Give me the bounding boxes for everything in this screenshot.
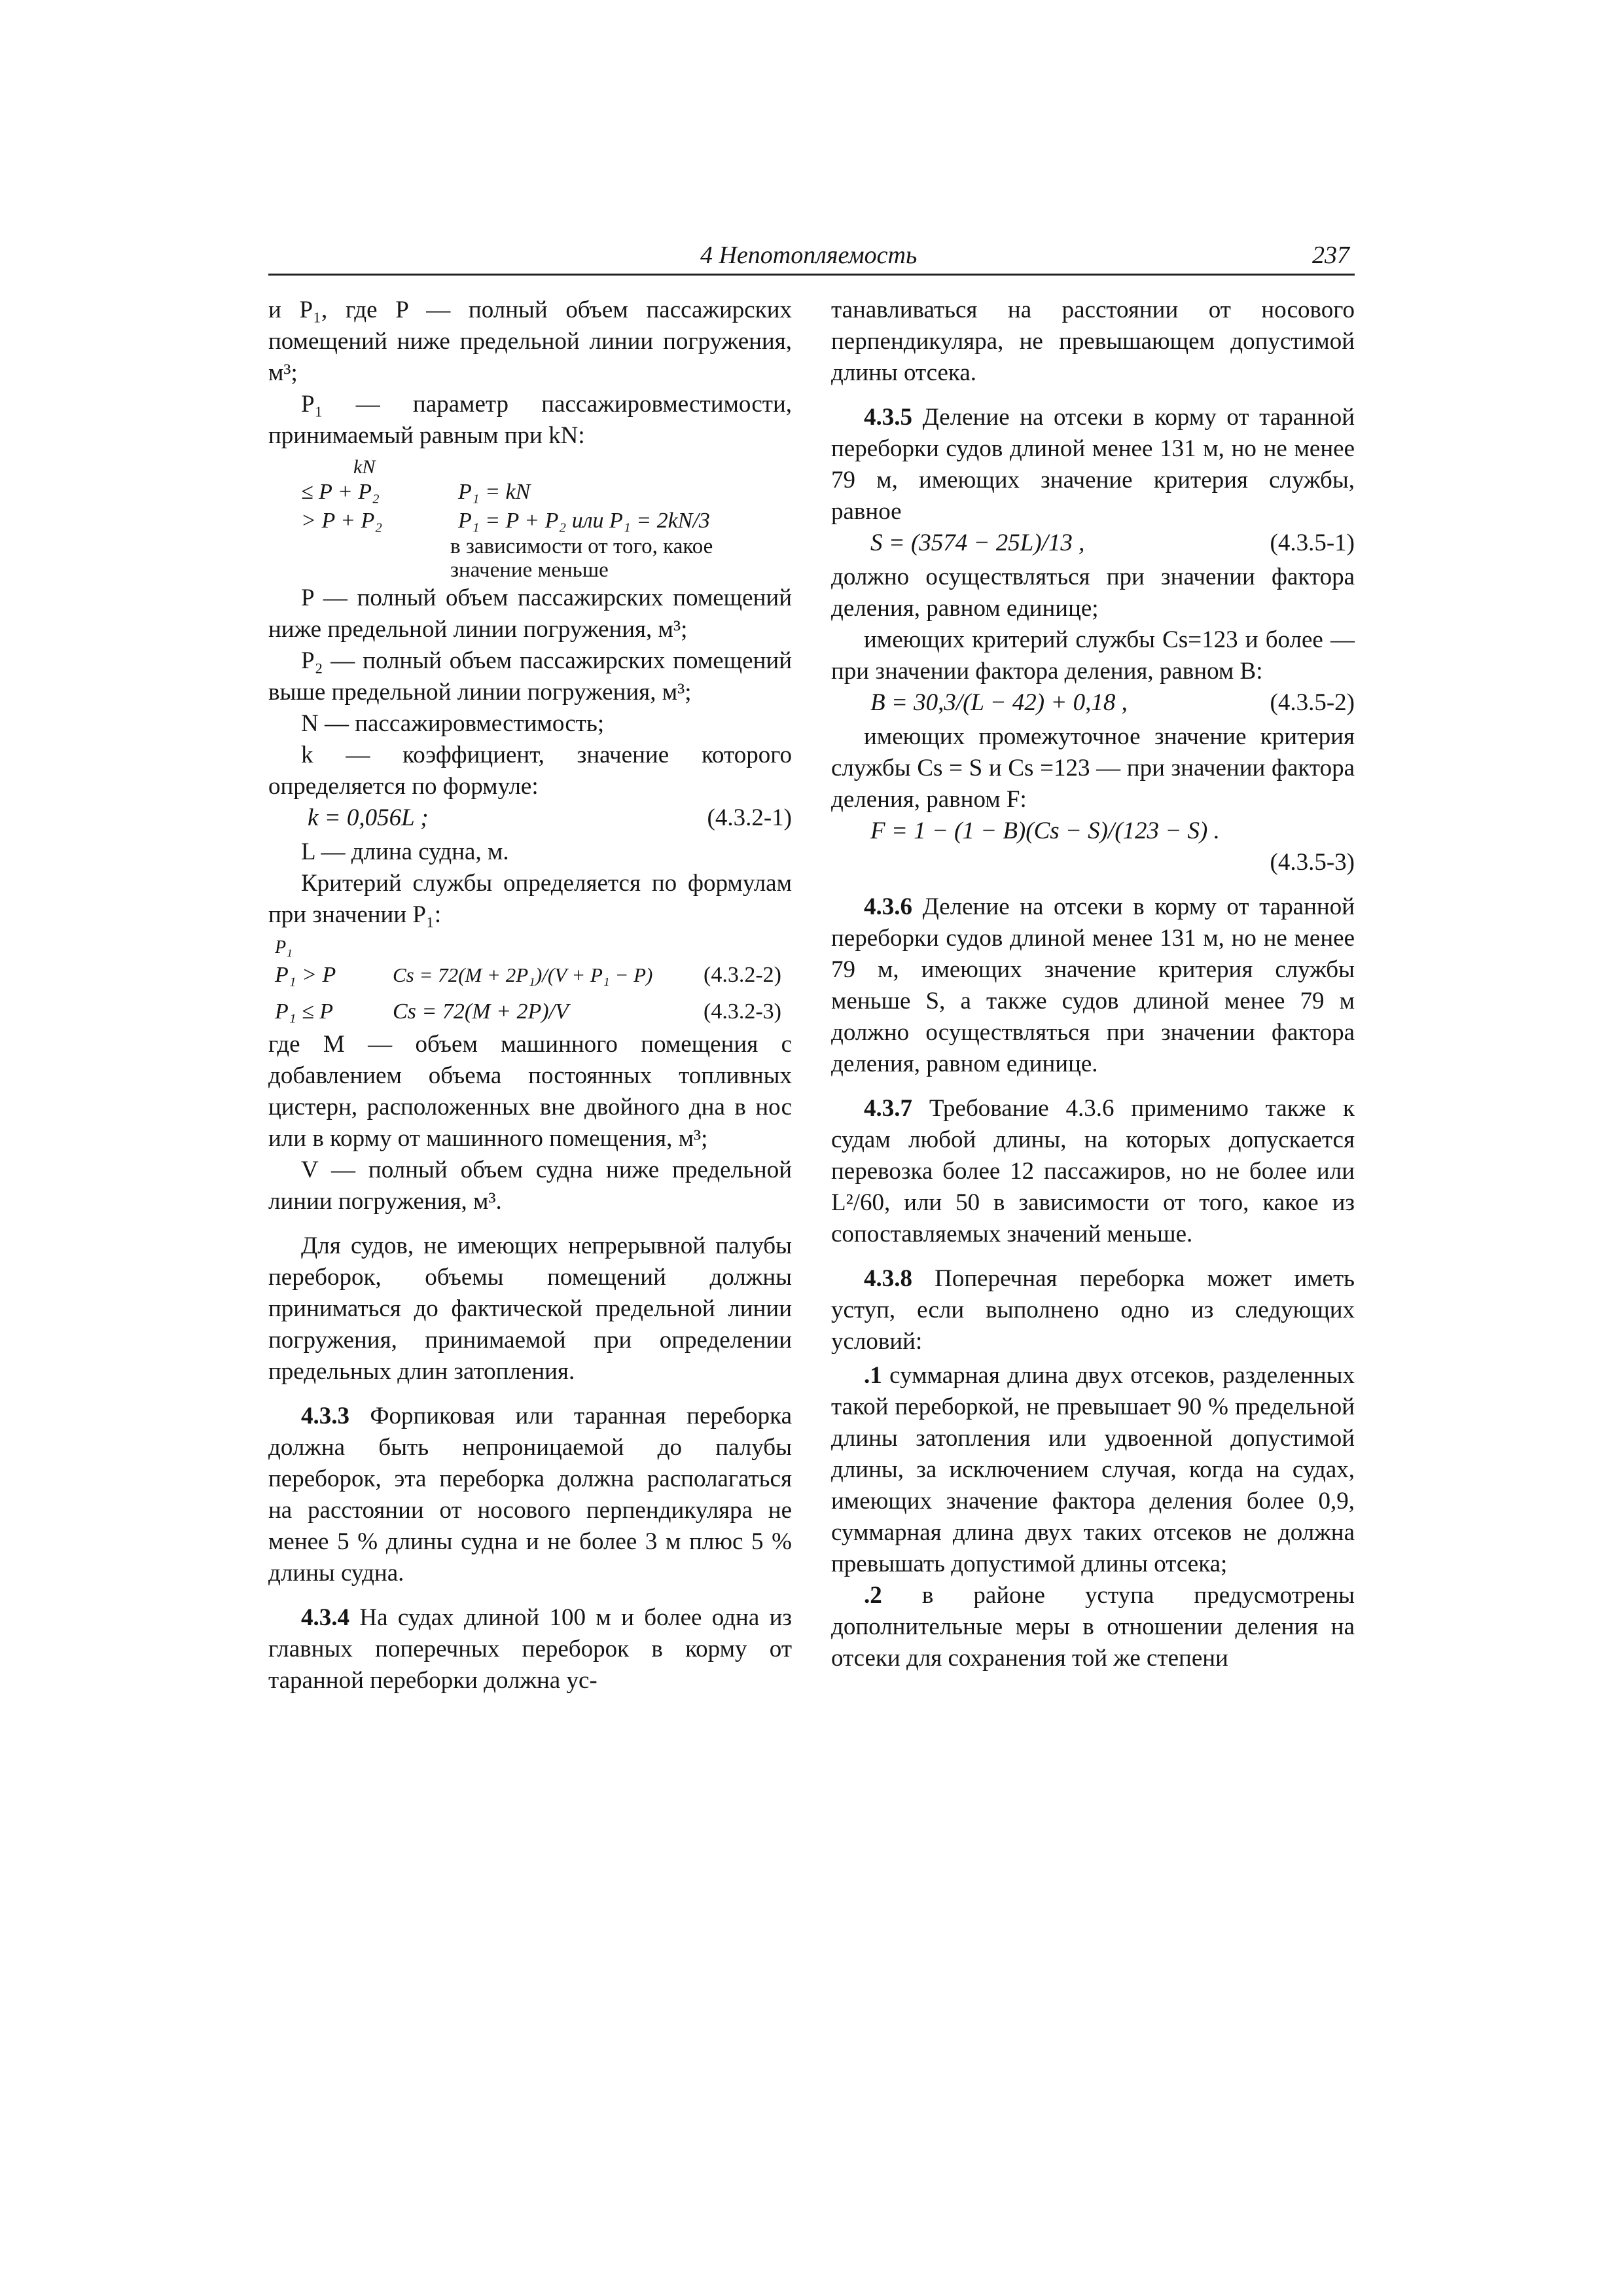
table-cell: P₁ ≤ P (275, 999, 334, 1024)
section-text: Поперечная переборка может иметь уступ, если выполнено одно из следующих условий: (831, 1265, 1355, 1355)
paragraph: имеющих промежуточное значение критерия службы Cs = S и Cs =123 — при значении фактора деления, равном F: (831, 723, 1355, 813)
paragraph: L — длина судна, м. (301, 838, 509, 865)
item-number: .2 (864, 1582, 882, 1609)
section-4-3-7 (831, 1093, 1355, 1250)
section-number: 4.3.5 (864, 404, 912, 431)
formula-4-3-5-2 (831, 687, 1355, 721)
table-head: kN (353, 456, 376, 478)
section-text: Форпиковая или таранная переборка должна быть непроницаемой до палубы переборок, эта переборка должна располагаться на расстоянии от носового перпендикуляра не менее 5 % длины судна и не более 3 м плюс 5 % длины судна. (268, 1403, 792, 1587)
paragraph: имеющих критерий службы Cs=123 и более — при значении фактора деления, равном B: (831, 626, 1355, 685)
formula-number: (4.3.2-1) (707, 804, 792, 831)
passenger-parameter-table (268, 452, 792, 583)
section-text: Требование 4.3.6 применимо также к судам любой длины, на которых допускается перевозка более 12 пассажиров, но не более или L²/60, или 50 в зависимости от того, какое из сопоставляемых значений меньше. (831, 1095, 1355, 1247)
paragraph: Для судов, не имеющих непрерывной палубы переборок, объемы помещений должны приниматься до фактической предельной линии погружения, принимаемой при определении предельных длин затопления. (268, 1232, 792, 1385)
formula-number: (4.3.5-2) (1270, 689, 1355, 716)
section-text: На судах длиной 100 м и более одна из главных поперечных переборок в корму от таранной переборки должна ус- (268, 1604, 792, 1694)
section-4-3-3 (268, 1401, 792, 1589)
table-cell: Cs = 72(M + 2P₁)/(V + P₁ − P) (393, 963, 653, 986)
paragraph: k — коэффициент, значение которого определяется по формуле: (268, 742, 792, 800)
service-criterion-table (268, 931, 792, 1029)
table-cell: Cs = 72(M + 2P)/V (393, 999, 569, 1024)
formula-text: B = 30,3/(L − 42) + 0,18 , (870, 689, 1128, 716)
item-text: суммарная длина двух отсеков, разделенных такой переборкой, не превышает 90 % предельной длины затопления или удвоенной допустимой длины, за исключением случая, когда на судах, имеющих значение фактора деления более 0,9, суммарная длина двух таких отсеков не должна превышать допустимой длины отсека; (831, 1362, 1355, 1577)
paragraph: P — полный объем пассажирских помещений ниже предельной линии погружения, м³; (268, 584, 792, 643)
paragraph: P₁ — параметр пассажировместимости, принимаемый равным при kN: (268, 391, 792, 449)
section-4-3-8 (831, 1263, 1355, 1357)
paragraph: танавливаться на расстоянии от носового перпендикуляра, не превышающем допустимой длины отсека. (831, 296, 1355, 386)
section-text: Деление на отсеки в корму от таранной переборки судов длиной менее 131 м, но не менее 79 м, имеющих значение критерия службы, равное (831, 404, 1355, 525)
left-column (268, 295, 792, 1696)
section-number: 4.3.3 (301, 1403, 349, 1429)
item-text: в районе уступа предусмотрены дополнительные меры в отношении деления на отсеки для сохранения той же степени (831, 1582, 1355, 1672)
table-head: P₁ (275, 937, 293, 958)
paragraph: V — полный объем судна ниже предельной линии погружения, м³. (268, 1157, 792, 1215)
right-column (831, 295, 1355, 1674)
page-header (268, 241, 1355, 276)
section-4-3-6 (831, 891, 1355, 1080)
section-number: 4.3.4 (301, 1604, 349, 1631)
paragraph: N — пассажировместимость; (301, 710, 605, 737)
formula-text: k = 0,056L ; (308, 804, 429, 831)
formula-number: (4.3.5-3) (1270, 849, 1355, 876)
paragraph: P₂ — полный объем пассажирских помещений выше предельной линии погружения, м³; (268, 647, 792, 706)
section-number: 4.3.8 (864, 1265, 912, 1292)
formula-text: F = 1 − (1 − B)(Cs − S)/(123 − S) . (870, 817, 1220, 844)
table-cell: P₁ = kN (458, 480, 531, 504)
formula-text: S = (3574 − 25L)/13 , (870, 529, 1085, 556)
section-4-3-5 (831, 402, 1355, 528)
running-title: 4 Непотопляемость (700, 242, 918, 269)
section-text: Деление на отсеки в корму от таранной переборки судов длиной менее 131 м, но не менее 79 м, имеющих значение критерия службы меньше S, а также судов длиной менее 79 м должно осуществляться при значении фактора деления, равном единице. (831, 893, 1355, 1077)
section-number: 4.3.6 (864, 893, 912, 920)
table-cell: (4.3.2-3) (704, 999, 781, 1024)
item-number: .1 (864, 1362, 882, 1389)
formula-4-3-2-1 (268, 802, 792, 836)
table-cell: > P + P₂ (301, 509, 383, 533)
list-item-1 (831, 1360, 1355, 1580)
table-note: значение меньше (450, 558, 609, 582)
paragraph: должно осуществляться при значении фактора деления, равном единице; (831, 564, 1355, 622)
paragraph: где M — объем машинного помещения с добавлением объема постоянных топливных цистерн, расположенных вне двойного дна в нос или в корму от машинного помещения, м³; (268, 1031, 792, 1152)
table-cell: P₁ > P (275, 963, 336, 987)
table-cell: (4.3.2-2) (704, 963, 781, 987)
paragraph: и P₁, где P — полный объем пассажирских помещений ниже предельной линии погружения, м³; (268, 296, 792, 386)
table-cell: ≤ P + P₂ (301, 480, 380, 504)
table-note: в зависимости от того, какое (450, 535, 713, 558)
section-4-3-4 (268, 1602, 792, 1696)
paragraph: Критерий службы определяется по формулам при значении P₁: (268, 870, 792, 928)
formula-number: (4.3.5-1) (1270, 529, 1355, 556)
formula-4-3-5-3 (831, 816, 1355, 878)
table-cell: P₁ = P + P₂ или P₁ = 2kN/3 (458, 509, 710, 533)
section-number: 4.3.7 (864, 1095, 912, 1122)
page-number: 237 (1312, 242, 1349, 269)
formula-4-3-5-1 (831, 528, 1355, 562)
list-item-2 (831, 1580, 1355, 1674)
